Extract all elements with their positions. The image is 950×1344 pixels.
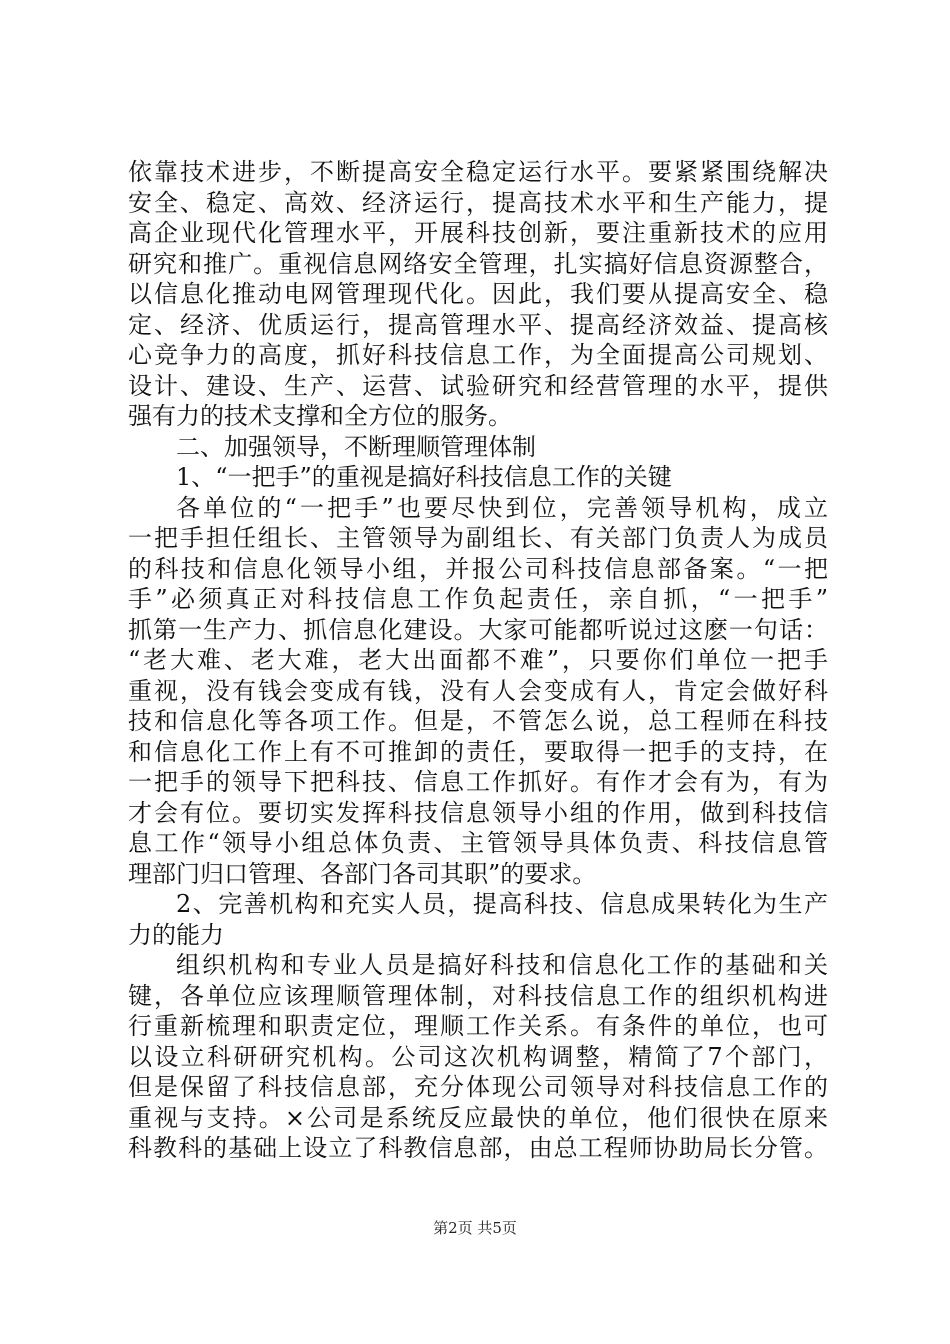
text-line: 科教科的基础上设立了科教信息部，由总工程师协助局长分管。 (128, 1134, 828, 1162)
text-line: 行重新梳理和职责定位，理顺工作关系。有条件的单位，也可 (128, 1012, 828, 1040)
text-line: 高企业现代化管理水平，开展科技创新，要注重新技术的应用 (128, 219, 828, 247)
text-line: 设计、建设、生产、运营、试验研究和经营管理的水平，提供 (128, 371, 828, 400)
text-line: 一把手的领导下把科技、信息工作抓好。有作才会有为，有为 (128, 768, 828, 796)
text-line: 抓第一生产力、抓信息化建设。大家可能都听说过这麽一句话： (128, 615, 828, 644)
text-line: 依靠技术进步，不断提高安全稳定运行水平。要紧紧围绕解决 (128, 158, 828, 186)
text-line: 技和信息化等各项工作。但是，不管怎么说，总工程师在科技 (128, 707, 828, 735)
document-body (128, 157, 828, 1164)
text-line: 的科技和信息化领导小组，并报公司科技信息部备案。“一把 (128, 554, 828, 583)
text-line: 重视与支持。×公司是系统反应最快的单位，他们很快在原来 (128, 1103, 828, 1132)
text-line: 和信息化工作上有不可推卸的责任，要取得一把手的支持，在 (128, 737, 828, 766)
text-line: 以信息化推动电网管理现代化。因此，我们要从提高安全、稳 (128, 280, 828, 308)
text-line: 二、加强领导，不断理顺管理体制 (176, 432, 536, 461)
text-line: “老大难、老大难，老大出面都不难”，只要你们单位一把手 (128, 646, 828, 674)
text-line: 键，各单位应该理顺管理体制，对科技信息工作的组织机构进 (128, 981, 828, 1010)
text-line: 研究和推广。重视信息网络安全管理，扎实搞好信息资源整合， (128, 249, 828, 278)
text-line: 安全、稳定、高效、经济运行，提高技术水平和生产能力，提 (128, 188, 828, 217)
text-line: 但是保留了科技信息部，充分体现公司领导对科技信息工作的 (128, 1073, 828, 1101)
text-line: 手”必须真正对科技信息工作负起责任，亲自抓，“一把手” (128, 585, 828, 613)
text-line: 息工作“领导小组总体负责、主管领导具体负责、科技信息管 (128, 829, 828, 857)
text-line: 组织机构和专业人员是搞好科技和信息化工作的基础和关 (176, 951, 828, 979)
text-line: 强有力的技术支撑和全方位的服务。 (128, 402, 512, 430)
page-footer: 第2页 共5页 (433, 1219, 517, 1237)
text-line: 2、完善机构和充实人员，提高科技、信息成果转化为生产 (176, 890, 828, 918)
text-line: 才会有位。要切实发挥科技信息领导小组的作用，做到科技信 (128, 798, 828, 827)
text-line: 各单位的“一把手”也要尽快到位，完善领导机构，成立 (176, 493, 828, 522)
text-line: 心竞争力的高度，抓好科技信息工作，为全面提高公司规划、 (128, 341, 828, 369)
text-line: 理部门归口管理、各部门各司其职”的要求。 (128, 859, 597, 888)
text-line: 重视，没有钱会变成有钱，没有人会变成有人，肯定会做好科 (128, 676, 828, 705)
text-line: 1、“一把手”的重视是搞好科技信息工作的关键 (176, 463, 672, 491)
text-line: 一把手担任组长、主管领导为副组长、有关部门负责人为成员 (128, 524, 828, 552)
text-line: 定、经济、优质运行，提高管理水平、提高经济效益、提高核 (128, 310, 828, 339)
text-line: 以设立科研研究机构。公司这次机构调整，精简了7个部门， (128, 1042, 828, 1071)
text-line: 力的能力 (128, 920, 224, 949)
